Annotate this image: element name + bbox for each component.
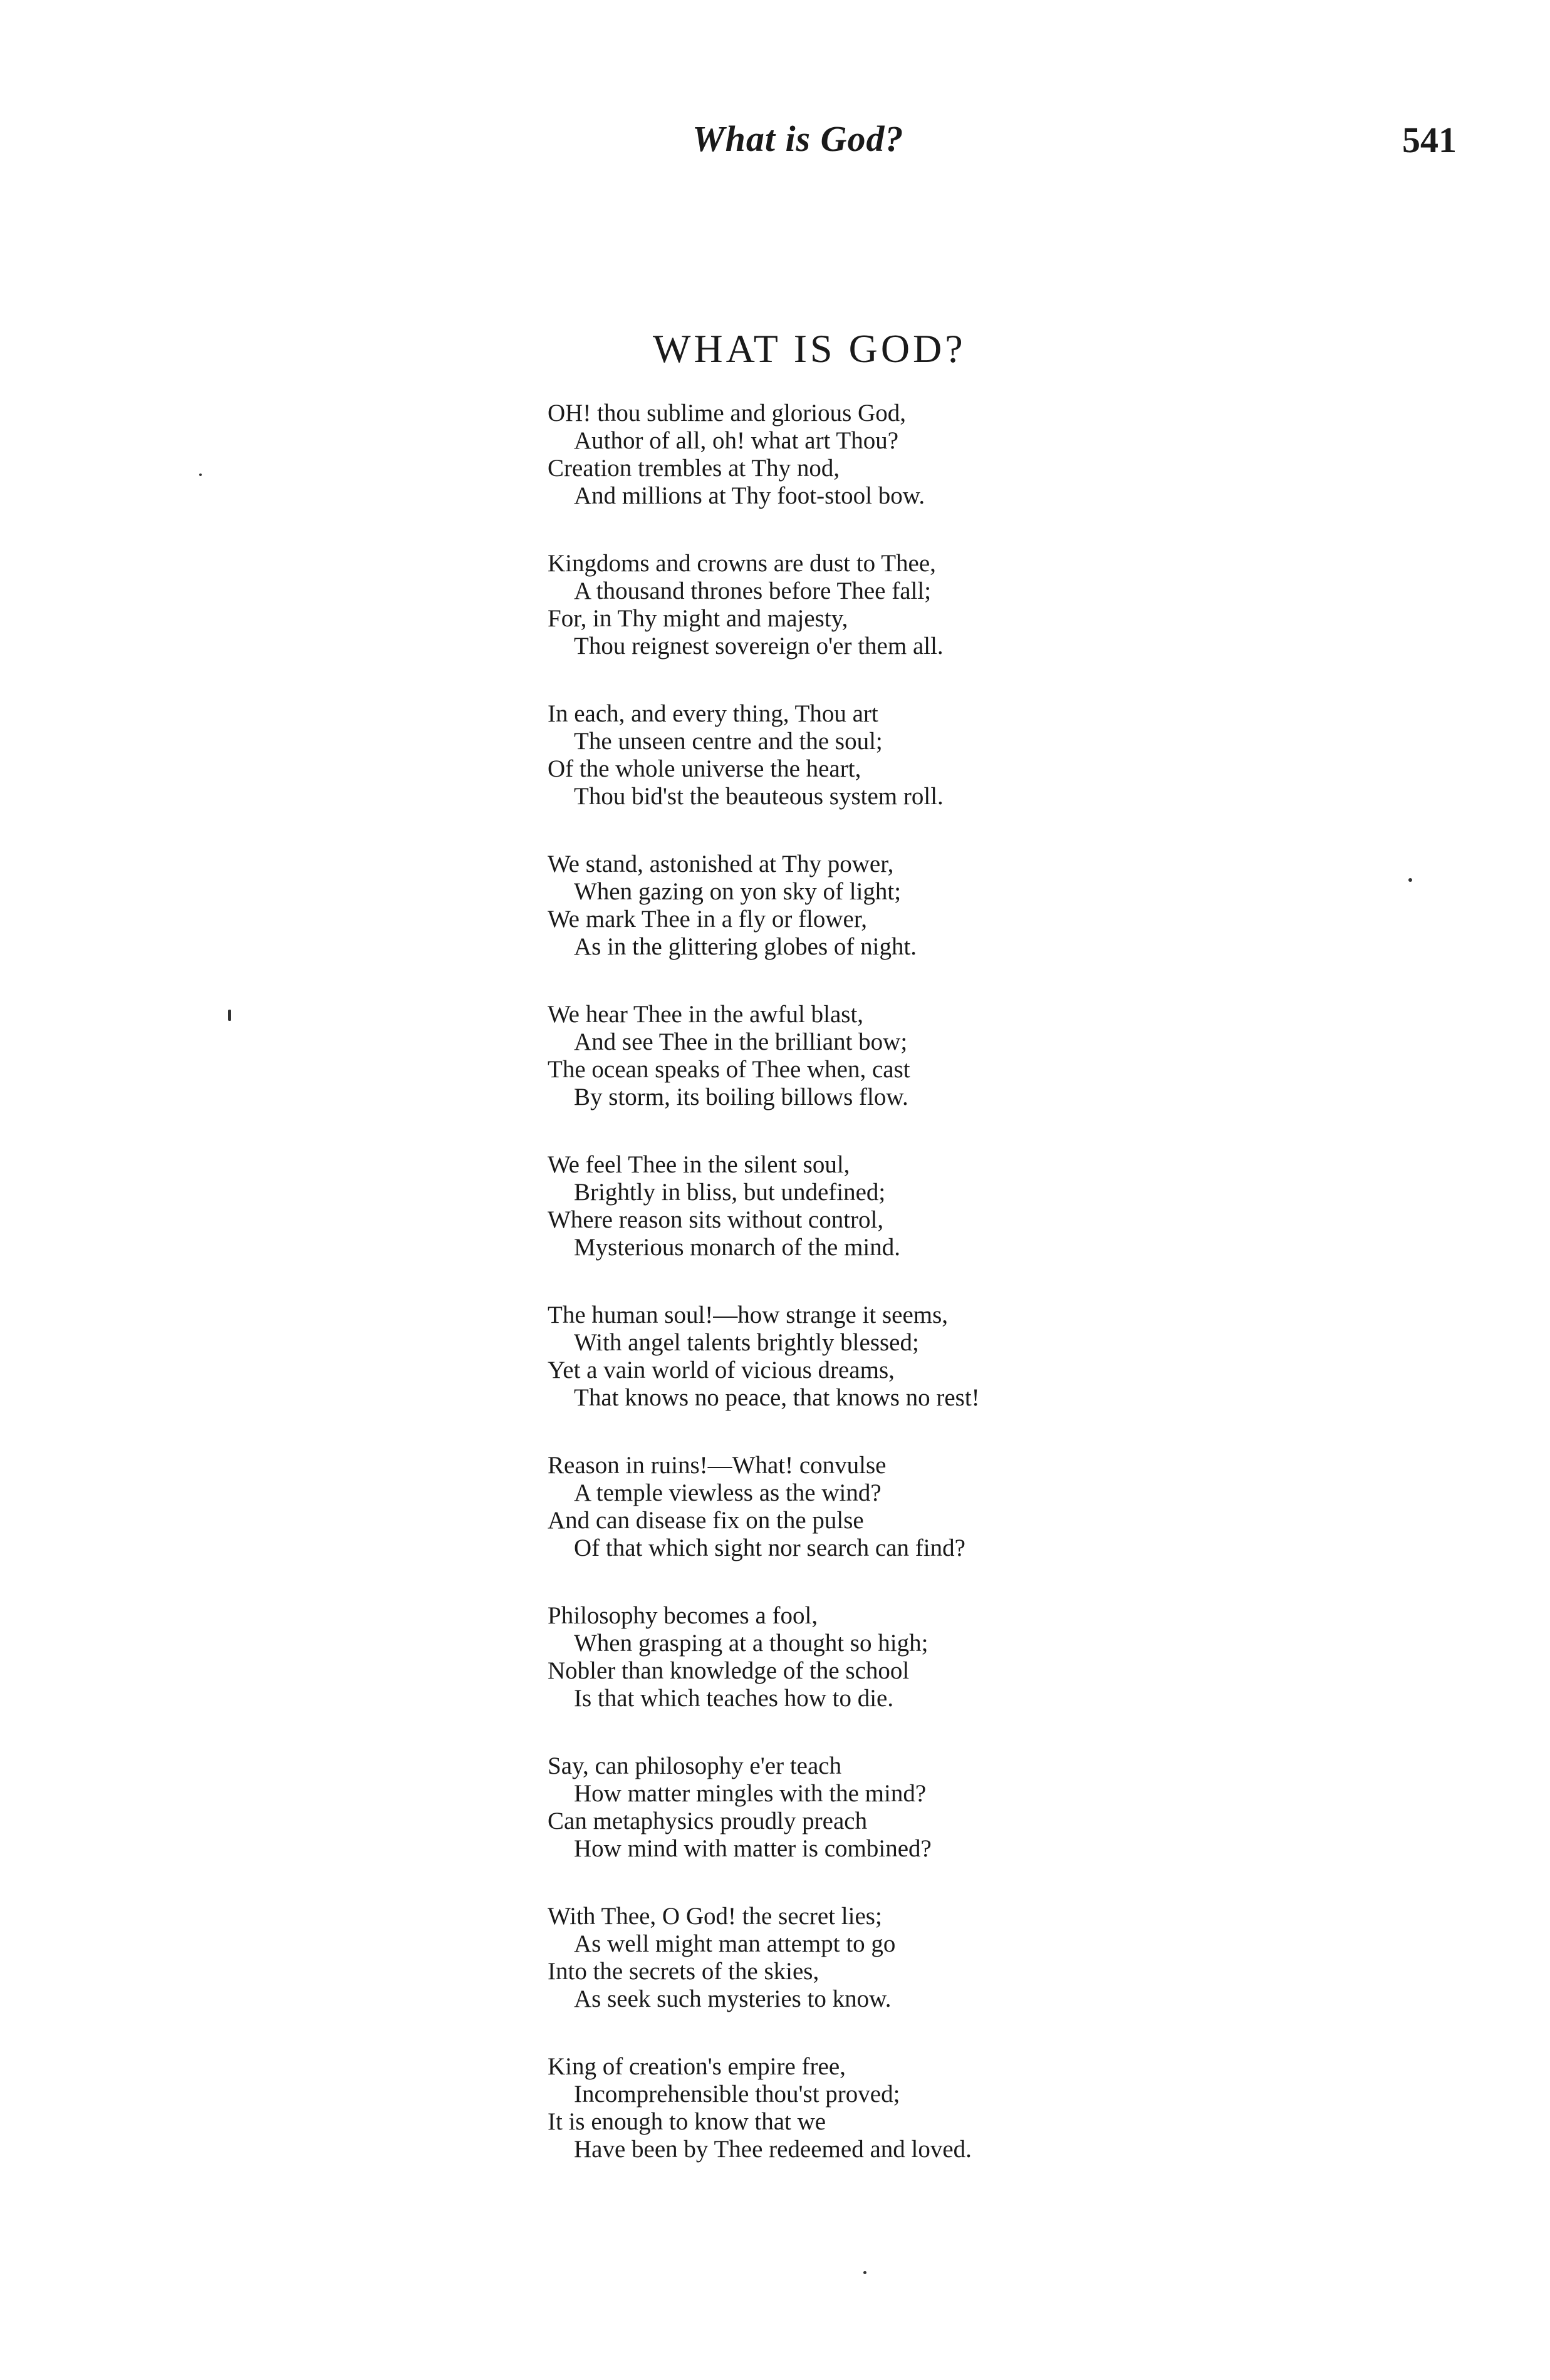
poem-line: Mysterious monarch of the mind. xyxy=(574,1234,900,1261)
stanza xyxy=(548,1301,1174,1452)
poem-line: Brightly in bliss, but undefined; xyxy=(574,1179,886,1206)
poem-line: As in the glittering globes of night. xyxy=(574,933,917,960)
poem-line: By storm, its boiling billows flow. xyxy=(574,1084,908,1110)
page-number: 541 xyxy=(1402,120,1457,160)
poem-line: The unseen centre and the soul; xyxy=(574,728,883,755)
poem-line: That knows no peace, that knows no rest! xyxy=(574,1384,980,1411)
poem-line: Have been by Thee redeemed and loved. xyxy=(574,2136,972,2163)
poem-line: In each, and every thing, Thou art xyxy=(548,700,878,727)
poem-body xyxy=(548,400,1174,2203)
stanza xyxy=(548,700,1174,851)
poem-line: How matter mingles with the mind? xyxy=(574,1780,927,1807)
poem-line: Thou reignest sovereign o'er them all. xyxy=(574,633,944,660)
poem-line: We stand, astonished at Thy power, xyxy=(548,851,894,877)
poem-line: With angel talents brightly blessed; xyxy=(574,1329,919,1356)
stanza xyxy=(548,2053,1174,2203)
poem-line: It is enough to know that we xyxy=(548,2108,826,2135)
poem-line: Into the secrets of the skies, xyxy=(548,1958,819,1985)
poem-line: Thou bid'st the beauteous system roll. xyxy=(574,783,944,810)
poem-line: When grasping at a thought so high; xyxy=(574,1630,928,1657)
poem-line: We feel Thee in the silent soul, xyxy=(548,1151,850,1178)
poem-line: Author of all, oh! what art Thou? xyxy=(574,427,899,454)
stanza xyxy=(548,400,1174,550)
poem-line: And see Thee in the brilliant bow; xyxy=(574,1028,908,1055)
stanza xyxy=(548,1151,1174,1301)
poem-line: The human soul!—how strange it seems, xyxy=(548,1301,949,1328)
poem-line: Where reason sits without control, xyxy=(548,1206,884,1233)
poem-line: King of creation's empire free, xyxy=(548,2053,846,2080)
poem-line: Reason in ruins!—What! convulse xyxy=(548,1452,887,1479)
poem-line: Incomprehensible thou'st proved; xyxy=(574,2081,900,2108)
poem-line: How mind with matter is combined? xyxy=(574,1835,932,1862)
scan-speck xyxy=(228,1010,231,1021)
poem-line: As seek such mysteries to know. xyxy=(574,1985,892,2012)
poem-line: Philosophy becomes a fool, xyxy=(548,1602,818,1629)
poem-line: Creation trembles at Thy nod, xyxy=(548,455,840,482)
poem-line: Say, can philosophy e'er teach xyxy=(548,1752,842,1779)
poem-line: A thousand thrones before Thee fall; xyxy=(574,577,932,604)
poem-line: When gazing on yon sky of light; xyxy=(574,878,902,905)
scan-speck xyxy=(1408,878,1412,882)
poem-line: We mark Thee in a fly or flower, xyxy=(548,906,868,933)
running-title: What is God? xyxy=(692,118,904,159)
stanza xyxy=(548,1903,1174,2053)
poem-line: As well might man attempt to go xyxy=(574,1930,896,1957)
poem-line: A temple viewless as the wind? xyxy=(574,1479,882,1506)
poem-line: Kingdoms and crowns are dust to Thee, xyxy=(548,550,936,577)
poem-line: And millions at Thy foot-stool bow. xyxy=(574,482,925,509)
scan-speck xyxy=(199,473,202,476)
poem-line: Yet a vain world of vicious dreams, xyxy=(548,1357,895,1384)
poem-line: And can disease fix on the pulse xyxy=(548,1507,864,1534)
poem-line: For, in Thy might and majesty, xyxy=(548,605,848,632)
poem-line: Of that which sight nor search can find? xyxy=(574,1534,965,1561)
stanza xyxy=(548,550,1174,700)
poem-line: Is that which teaches how to die. xyxy=(574,1685,894,1712)
poem-line: The ocean speaks of Thee when, cast xyxy=(548,1056,910,1083)
poem-line: Of the whole universe the heart, xyxy=(548,755,861,782)
scan-speck xyxy=(863,2271,866,2274)
poem-line: We hear Thee in the awful blast, xyxy=(548,1001,864,1028)
stanza xyxy=(548,851,1174,1001)
poem-line: Nobler than knowledge of the school xyxy=(548,1657,910,1684)
stanza xyxy=(548,1452,1174,1602)
poem-line: OH! thou sublime and glorious God, xyxy=(548,400,906,427)
poem-line: Can metaphysics proudly preach xyxy=(548,1808,868,1834)
stanza xyxy=(548,1602,1174,1752)
poem-title: WHAT IS GOD? xyxy=(653,326,966,371)
poem-line: With Thee, O God! the secret lies; xyxy=(548,1903,882,1930)
stanza xyxy=(548,1001,1174,1151)
stanza xyxy=(548,1752,1174,1903)
